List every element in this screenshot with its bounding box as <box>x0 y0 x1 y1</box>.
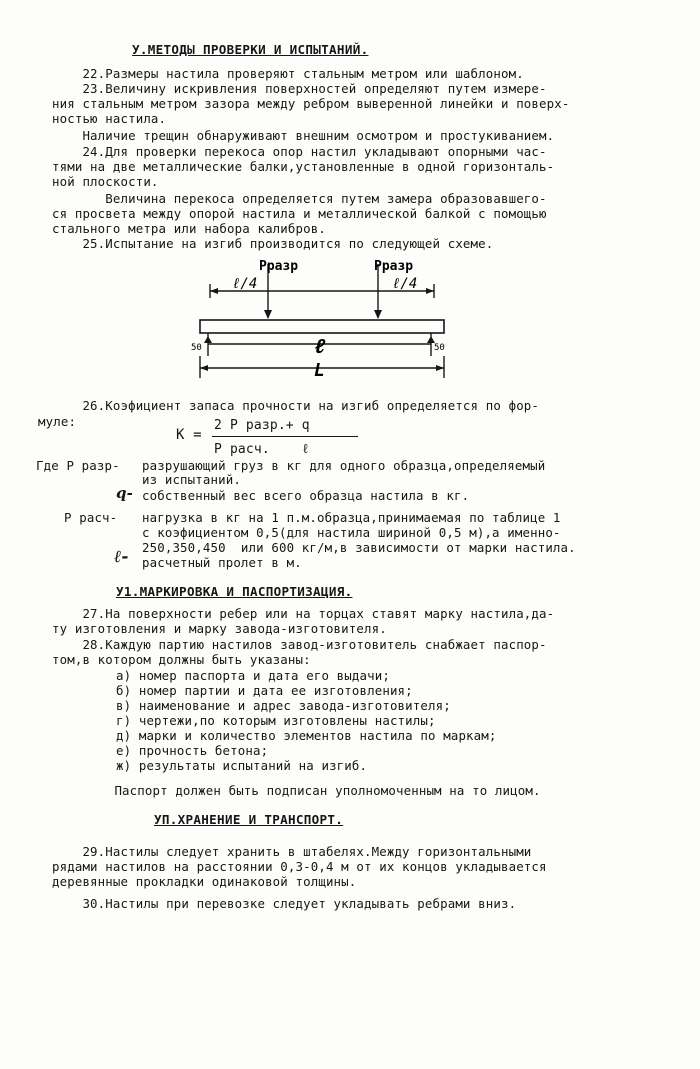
bending-test-scheme <box>190 256 450 384</box>
text-line: 26.Коэфициент запаса прочности на изгиб определяется по фор- <box>52 398 540 413</box>
formula-numerator: 2 P разр.+ q <box>214 418 310 433</box>
quarter-span-right: ℓ/4 <box>392 276 418 292</box>
text-line: ной плоскости. <box>52 174 159 189</box>
legend-symbol-q: q- <box>116 484 134 502</box>
fraction-bar <box>212 436 358 437</box>
text-line: стального метра или набора калибров. <box>52 221 326 236</box>
list-item: е) прочность бетона; <box>116 743 269 758</box>
section-7-heading: УП.ХРАНЕНИЕ И ТРАНСПОРТ. <box>154 812 344 827</box>
load-label-left: Pразр <box>259 259 299 274</box>
legend-text: нагрузка в кг на 1 п.м.образца,принимаемая по таблице 1 <box>142 510 561 525</box>
text-line: 23.Величину искривления поверхностей определяют путем измере- <box>52 81 547 96</box>
span-label: ℓ <box>314 334 327 358</box>
quarter-span-left: ℓ/4 <box>232 276 258 292</box>
text-line: ностью настила. <box>52 111 167 126</box>
text-line: 29.Настилы следует хранить в штабелях.Между горизонтальными <box>52 844 532 859</box>
support-height-left: 50 <box>191 343 202 353</box>
text-line: Наличие трещин обнаруживают внешним осмотром и простукиванием. <box>52 128 555 143</box>
text-line: ся просвета между опорой настила и металлической балкой с помощью <box>52 206 547 221</box>
legend-symbol-p-rasch: P расч- <box>64 510 118 525</box>
text-line: деревянные прокладки одинаковой толщины. <box>52 874 357 889</box>
text-line: тями на две металлические балки,установленные в одной горизонталь- <box>52 159 555 174</box>
text-line: муле: <box>38 414 77 429</box>
list-item: в) наименование и адрес завода-изготовителя; <box>116 698 451 713</box>
text-line: 30.Настилы при перевозке следует укладывать ребрами вниз. <box>52 896 517 911</box>
text-line: ту изготовления и марку завода-изготовителя. <box>52 621 387 636</box>
text-line: Величина перекоса определяется путем замера образовавшего- <box>52 191 547 206</box>
legend-text: расчетный пролет в м. <box>142 555 302 570</box>
list-item: г) чертежи,по которым изготовлены настилы; <box>116 713 436 728</box>
text-line: 24.Для проверки перекоса опор настил укладывают опорными час- <box>52 144 547 159</box>
legend-symbol-p-razr: Где P разр- <box>36 458 120 473</box>
formula-denominator: P расч. ℓ <box>214 442 310 457</box>
legend-text: из испытаний. <box>142 472 241 487</box>
text-line: 25.Испытание на изгиб производится по следующей схеме. <box>52 236 494 251</box>
legend-text: 250,350,450 или 600 кг/м,в зависимости от марки настила. <box>142 540 576 555</box>
text-line: 27.На поверхности ребер или на торцах ставят марку настила,да- <box>52 606 555 621</box>
load-label-right: Pразр <box>374 259 414 274</box>
support-height-right: 50 <box>434 343 445 353</box>
text-line: том,в котором должны быть указаны: <box>52 652 311 667</box>
list-item: д) марки и количество элементов настила по маркам; <box>116 728 497 743</box>
section-5-heading: У.МЕТОДЫ ПРОВЕРКИ И ИСПЫТАНИЙ. <box>132 42 369 57</box>
text-line: 28.Каждую партию настилов завод-изготовитель снабжает паспор- <box>52 637 547 652</box>
total-length-label: L <box>314 360 325 381</box>
formula-lhs: K = <box>176 427 202 443</box>
section-6-heading: У1.МАРКИРОВКА И ПАСПОРТИЗАЦИЯ. <box>116 584 353 599</box>
list-item: а) номер паспорта и дата его выдачи; <box>116 668 390 683</box>
legend-text: с коэфициентом 0,5(для настила шириной 0,5 м),а именно- <box>142 525 561 540</box>
passport-signature-note: Паспорт должен быть подписан уполномоченным на то лицом. <box>84 783 541 798</box>
text-line: рядами настилов на расстоянии 0,3-0,4 м от их концов укладывается <box>52 859 547 874</box>
list-item: ж) результаты испытаний на изгиб. <box>116 758 368 773</box>
list-item: б) номер партии и дата ее изготовления; <box>116 683 413 698</box>
legend-symbol-l: ℓ- <box>114 547 129 567</box>
legend-text: разрушающий груз в кг для одного образца,определяемый <box>142 458 546 473</box>
text-line: 22.Размеры настила проверяют стальным метром или шаблоном. <box>52 66 524 81</box>
legend-text: собственный вес всего образца настила в кг. <box>142 488 470 503</box>
text-line: ния стальным метром зазора между ребром выверенной линейки и поверх- <box>52 96 570 111</box>
